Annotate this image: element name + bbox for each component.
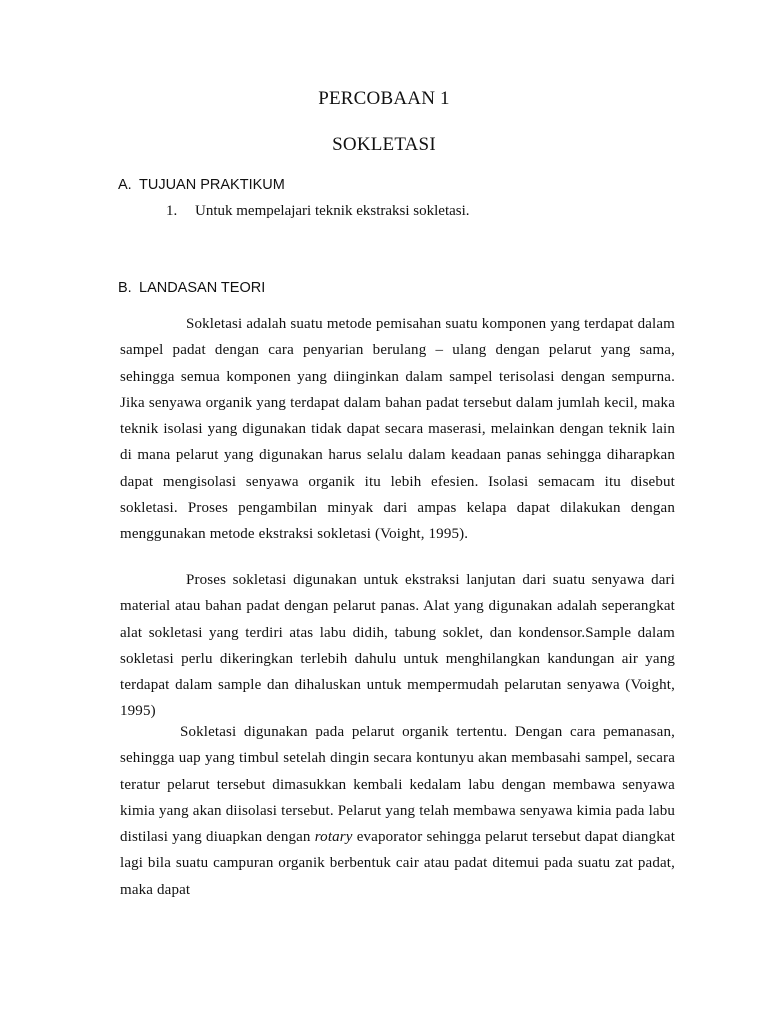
page-subtitle: SOKLETASI bbox=[332, 134, 436, 155]
paragraph-2: Proses sokletasi digunakan untuk ekstraksi lanjutan dari suatu senyawa dari material atau bahan padat dengan pelarut panas. Alat yang digunakan adalah seperangkat alat sokletasi yang terdiri atas labu didih, tabung soklet, dan kondensor.Sample dalam sokletasi perlu dikeringkan terlebih dahulu untuk menghilangkan kandungan air yang terdapat dalam sample dan dihaluskan untuk mempermudah pelarutan senyawa (Voight, 1995) bbox=[120, 572, 675, 720]
paragraph-3 bbox=[120, 719, 675, 903]
paragraph-3-text-start: Sokletasi digunakan pada pelarut organik tertentu. Dengan cara pemanasan, sehingga uap yang timbul setelah dingin secara kontunyu akan membasahi sampel, secara teratur pelarut tersebut dimasukkan kembali kedalam labu dengan membawa senyawa kimia yang akan diisolasi tersebut. Pelarut yang telah membawa senyawa kimia pada labu distilasi yang diuapkan dengan bbox=[120, 724, 675, 846]
section-a-heading bbox=[118, 177, 285, 193]
section-a-title: TUJUAN PRAKTIKUM bbox=[139, 177, 285, 193]
section-a-letter: A. bbox=[118, 177, 132, 193]
paragraph-1: Sokletasi adalah suatu metode pemisahan suatu komponen yang terdapat dalam sampel padat dengan cara penyarian berulang – ulang dengan pelarut yang sama, sehingga semua komponen yang diinginkan dalam sampel terisolasi dengan sempurna. Jika senyawa organik yang terdapat dalam bahan padat tersebut dalam jumlah kecil, maka teknik isolasi yang digunakan tidak dapat secara maserasi, melainkan dengan teknik lain di mana pelarut yang digunakan harus selalu dalam keadaan panas sehingga diharapkan dapat mengisolasi senyawa organik itu lebih efesien. Isolasi semacam itu disebut sokletasi. Proses pengambilan minyak dari ampas kelapa dapat dilakukan dengan menggunakan metode ekstraksi sokletasi (Voight, 1995). bbox=[120, 316, 675, 543]
section-b-letter: B. bbox=[118, 280, 132, 296]
page-title: PERCOBAAN 1 bbox=[318, 88, 450, 109]
paragraph-3-text-end: evaporator sehingga pelarut tersebut dapat diangkat lagi bila suatu campuran organik berbentuk cair atau padat ditemui pada suatu zat padat, maka dapat bbox=[120, 829, 676, 898]
paragraph-3-italic-term: rotary bbox=[314, 829, 353, 846]
section-b-title: LANDASAN TEORI bbox=[139, 280, 266, 296]
list-item-text: Untuk mempelajari teknik ekstraksi sokletasi. bbox=[195, 203, 470, 219]
section-b-heading bbox=[118, 280, 265, 296]
list-item-number: 1. bbox=[166, 203, 178, 219]
list-item bbox=[166, 203, 470, 220]
